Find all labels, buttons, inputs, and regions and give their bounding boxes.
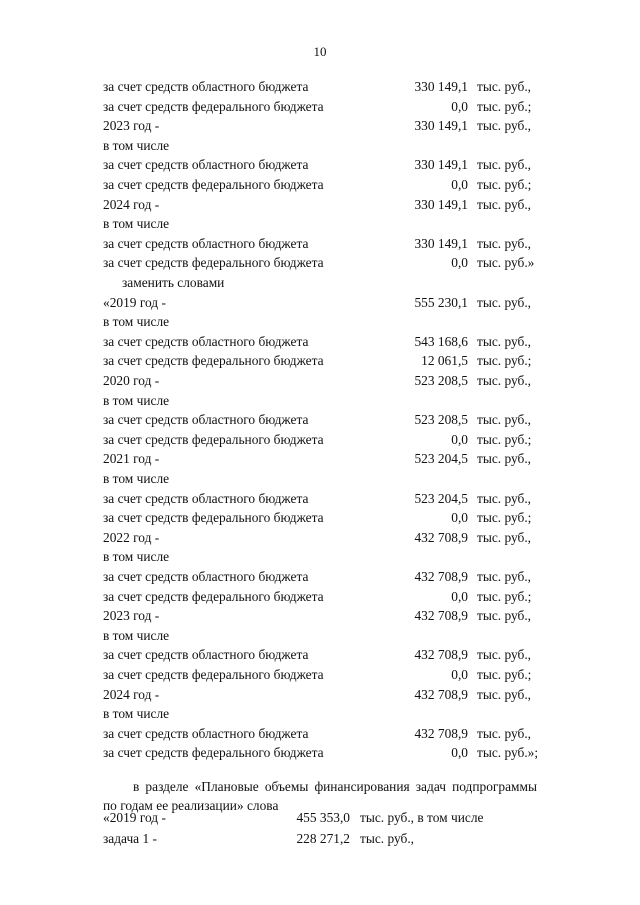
funding-row xyxy=(0,214,640,233)
row-label: заменить словами xyxy=(122,275,225,290)
row-value: 432 708,9 xyxy=(414,725,468,741)
row-value: 0,0 xyxy=(451,98,468,114)
row-value: 555 230,1 xyxy=(414,294,468,310)
row-label: в том числе xyxy=(103,137,170,153)
section-paragraph: в разделе «Плановые объемы финансирования задач подпрограммы по годам ее реализации» слова xyxy=(103,779,537,814)
funding-row xyxy=(0,371,640,390)
row-value: 523 208,5 xyxy=(414,412,468,428)
funding-row xyxy=(0,489,640,508)
row-label: за счет средств федерального бюджета xyxy=(103,667,324,682)
final-row-value: 228 271,2 xyxy=(296,831,350,846)
row-unit: тыс. руб., xyxy=(477,647,532,663)
final-row-label: «2019 год - xyxy=(103,810,166,825)
row-unit: тыс. руб., xyxy=(477,686,532,702)
row-label: за счет средств федерального бюджета xyxy=(103,98,324,114)
row-label: за счет средств областного бюджета xyxy=(103,412,309,428)
row-label: за счет средств областного бюджета xyxy=(103,490,309,506)
row-label: в том числе xyxy=(103,314,170,330)
row-label: за счет средств федерального бюджета xyxy=(103,510,324,526)
row-unit: тыс. руб., xyxy=(477,451,532,467)
row-label: «2019 год - xyxy=(103,294,166,310)
funding-row xyxy=(0,234,640,253)
final-row-label: задача 1 - xyxy=(103,831,157,846)
row-unit: тыс. руб., xyxy=(477,79,532,94)
funding-row xyxy=(0,606,640,625)
funding-row xyxy=(0,293,640,312)
row-value: 432 708,9 xyxy=(414,608,468,624)
funding-row xyxy=(0,273,640,292)
funding-row xyxy=(0,685,640,704)
funding-row xyxy=(0,155,640,174)
row-unit: тыс. руб.» xyxy=(477,255,535,271)
row-label: 2022 год - xyxy=(103,529,160,545)
row-value: 432 708,9 xyxy=(414,647,468,663)
row-label: в том числе xyxy=(103,627,170,643)
row-value: 523 208,5 xyxy=(414,373,468,388)
row-unit: тыс. руб., xyxy=(477,608,532,624)
final-row xyxy=(0,829,640,848)
row-value: 0,0 xyxy=(451,177,468,192)
funding-row xyxy=(0,567,640,586)
final-row-unit: тыс. руб., xyxy=(360,831,415,846)
row-unit: тыс. руб., xyxy=(477,725,532,741)
row-value: 543 168,6 xyxy=(414,333,468,349)
funding-row xyxy=(0,136,640,155)
row-label: в том числе xyxy=(103,706,170,722)
row-value: 330 149,1 xyxy=(414,157,468,173)
row-unit: тыс. руб.; xyxy=(477,353,532,369)
funding-row xyxy=(0,116,640,135)
funding-row xyxy=(0,724,640,743)
funding-row xyxy=(0,253,640,272)
row-value: 523 204,5 xyxy=(414,490,468,506)
row-value: 0,0 xyxy=(451,431,468,447)
funding-row xyxy=(0,312,640,331)
row-unit: тыс. руб.; xyxy=(477,98,532,114)
row-unit: тыс. руб., xyxy=(477,490,532,506)
row-value: 12 061,5 xyxy=(421,353,468,369)
row-label: за счет средств областного бюджета xyxy=(103,569,309,584)
row-unit: тыс. руб., xyxy=(477,196,532,212)
row-label: за счет средств областного бюджета xyxy=(103,235,309,251)
funding-row xyxy=(0,587,640,606)
funding-row xyxy=(0,175,640,194)
funding-row xyxy=(0,626,640,645)
row-unit: тыс. руб.; xyxy=(477,177,532,192)
row-unit: тыс. руб., xyxy=(477,569,532,584)
row-label: за счет средств федерального бюджета xyxy=(103,353,324,369)
row-label: в том числе xyxy=(103,471,170,486)
funding-row xyxy=(0,449,640,468)
row-label: 2021 год - xyxy=(103,451,160,467)
funding-row xyxy=(0,410,640,429)
row-unit: тыс. руб., xyxy=(477,294,532,310)
row-value: 330 149,1 xyxy=(414,118,468,134)
funding-row xyxy=(0,430,640,449)
row-value: 0,0 xyxy=(451,588,468,604)
row-unit: тыс. руб.; xyxy=(477,588,532,604)
funding-row xyxy=(0,743,640,762)
funding-row xyxy=(0,645,640,664)
funding-row xyxy=(0,391,640,410)
row-label: за счет средств областного бюджета xyxy=(103,79,309,94)
funding-row xyxy=(0,469,640,488)
row-value: 523 204,5 xyxy=(414,451,468,467)
row-unit: тыс. руб.; xyxy=(477,667,532,682)
row-unit: тыс. руб., xyxy=(477,333,532,349)
row-label: за счет средств областного бюджета xyxy=(103,725,309,741)
row-value: 432 708,9 xyxy=(414,569,468,584)
row-label: 2024 год - xyxy=(103,196,160,212)
row-label: за счет средств федерального бюджета xyxy=(103,431,324,447)
final-row-value: 455 353,0 xyxy=(296,810,350,825)
row-value: 0,0 xyxy=(451,510,468,526)
row-unit: тыс. руб., xyxy=(477,529,532,545)
row-label: в том числе xyxy=(103,392,170,408)
row-label: за счет средств федерального бюджета xyxy=(103,177,324,192)
row-unit: тыс. руб., xyxy=(477,157,532,173)
row-label: 2023 год - xyxy=(103,118,160,134)
row-label: за счет средств федерального бюджета xyxy=(103,255,324,271)
row-value: 0,0 xyxy=(451,745,468,761)
funding-row xyxy=(0,704,640,723)
row-unit: тыс. руб.; xyxy=(477,431,532,447)
funding-row xyxy=(0,195,640,214)
row-label: за счет средств областного бюджета xyxy=(103,157,309,173)
row-value: 432 708,9 xyxy=(414,529,468,545)
row-unit: тыс. руб.»; xyxy=(477,745,539,761)
row-value: 330 149,1 xyxy=(414,196,468,212)
row-unit: тыс. руб., xyxy=(477,235,532,251)
funding-row xyxy=(0,332,640,351)
row-label: 2024 год - xyxy=(103,686,160,702)
row-label: в том числе xyxy=(103,216,170,232)
row-label: за счет средств областного бюджета xyxy=(103,647,309,663)
funding-row xyxy=(0,351,640,370)
row-unit: тыс. руб.; xyxy=(477,510,532,526)
row-value: 330 149,1 xyxy=(414,235,468,251)
funding-row xyxy=(0,77,640,96)
row-label: за счет средств федерального бюджета xyxy=(103,745,324,761)
final-row xyxy=(0,808,640,827)
row-unit: тыс. руб., xyxy=(477,373,532,388)
row-value: 432 708,9 xyxy=(414,686,468,702)
funding-row xyxy=(0,665,640,684)
row-label: в том числе xyxy=(103,549,170,565)
row-value: 0,0 xyxy=(451,255,468,271)
final-row-unit: тыс. руб., в том числе xyxy=(360,810,484,825)
row-label: 2020 год - xyxy=(103,373,160,388)
funding-row xyxy=(0,528,640,547)
row-unit: тыс. руб., xyxy=(477,118,532,134)
row-label: за счет средств областного бюджета xyxy=(103,333,309,349)
funding-row xyxy=(0,508,640,527)
row-value: 330 149,1 xyxy=(414,79,468,94)
row-label: за счет средств федерального бюджета xyxy=(103,588,324,604)
row-value: 0,0 xyxy=(451,667,468,682)
row-unit: тыс. руб., xyxy=(477,412,532,428)
funding-row xyxy=(0,547,640,566)
row-label: 2023 год - xyxy=(103,608,160,624)
page-number: 10 xyxy=(313,44,327,59)
funding-row xyxy=(0,97,640,116)
